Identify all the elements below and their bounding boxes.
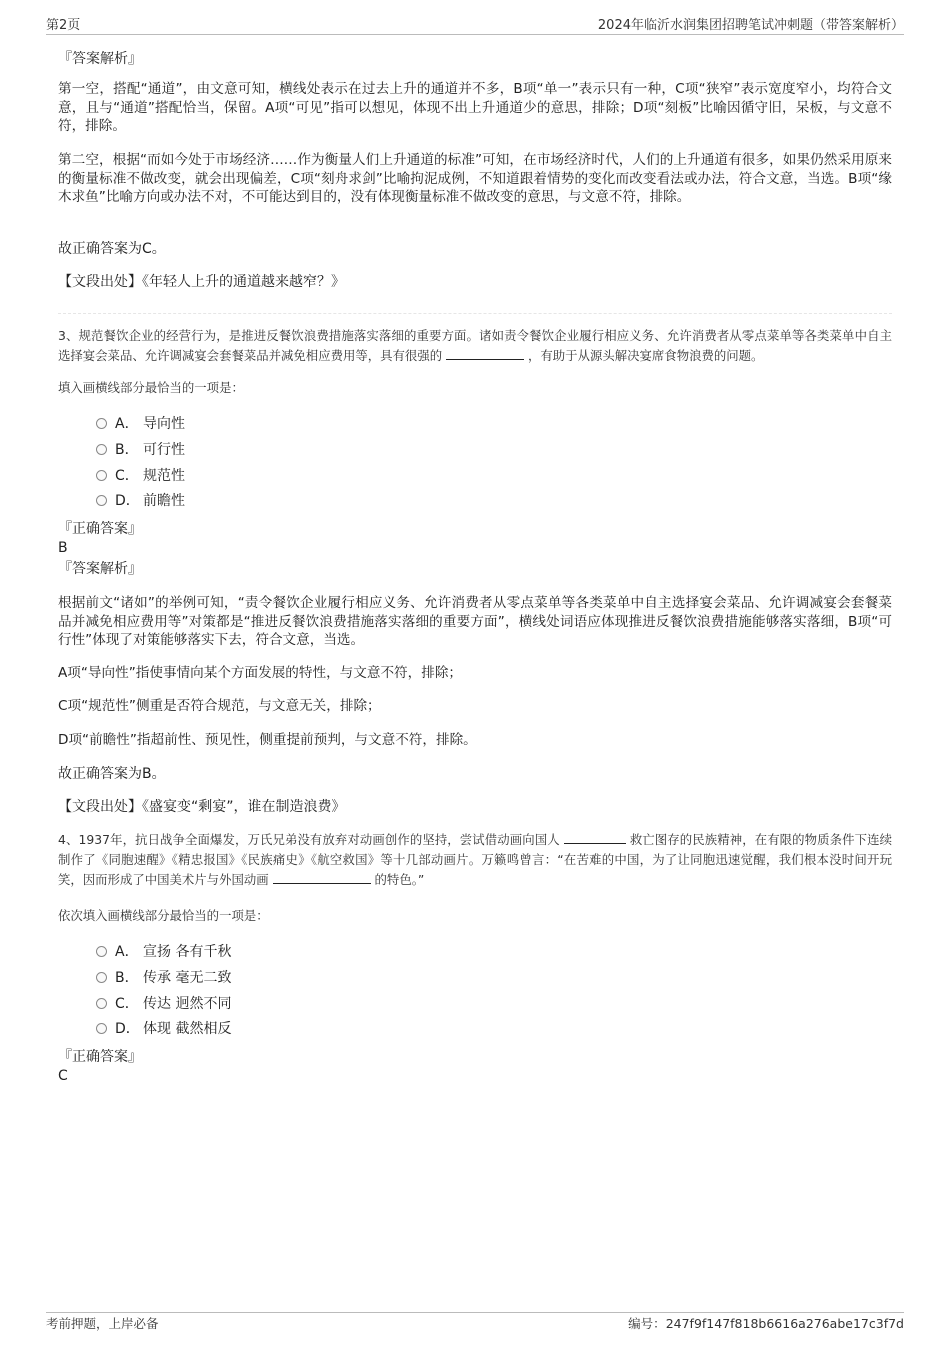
q3-stem xyxy=(58,326,892,366)
option-text: 传达 迥然不同 xyxy=(143,996,232,1012)
q4-answer: C xyxy=(58,1068,68,1084)
radio-icon[interactable] xyxy=(96,946,107,957)
q3-source: 【文段出处】《盛宴变“剩宴”，谁在制造浪费》 xyxy=(58,799,346,815)
q4-option-a[interactable] xyxy=(96,943,231,961)
q4-option-c[interactable] xyxy=(96,995,231,1013)
option-key: C． xyxy=(115,468,139,484)
q3-analysis-para2: A项“导向性”指使事情向某个方面发展的特性，与文意不符，排除； xyxy=(58,665,463,681)
option-key: A． xyxy=(115,416,139,432)
q2-conclusion: 故正确答案为C。 xyxy=(58,241,166,257)
radio-icon[interactable] xyxy=(96,972,107,983)
q4-stem-part1: 4、1937年，抗日战争全面爆发，万氏兄弟没有放弃对动画创作的坚持，尝试借动画向国人 xyxy=(58,832,560,847)
option-key: B． xyxy=(115,970,139,986)
q2-analysis-para2: 第二空，根据“而如今处于市场经济……作为衡量人们上升通道的标准”可知，在市场经济时代，人们的上升通道有很多，如果仍然采用原来的衡量标准不做改变，就会出现偏差，C项“刻舟求剑”比喻拘泥成例，不知道跟着情势的变化而改变看法或办法，符合文意，当选。B项“缘木求鱼”比喻方向或办法不对，不可能达到目的，没有体现衡量标准不做改变的意思，与文意不符，排除。 xyxy=(58,152,892,205)
footer-divider xyxy=(46,1312,904,1313)
q3-conclusion: 故正确答案为B。 xyxy=(58,766,166,782)
option-text: 前瞻性 xyxy=(143,493,185,509)
question-divider xyxy=(58,313,892,314)
code-label: 编号： xyxy=(628,1316,666,1331)
q2-analysis-label: 『答案解析』 xyxy=(58,51,142,67)
q4-blank-1 xyxy=(564,831,626,844)
radio-icon[interactable] xyxy=(96,470,107,481)
q3-analysis-para4: D项“前瞻性”指超前性、预见性，侧重提前预判，与文意不符，排除。 xyxy=(58,732,477,748)
q3-stem-part1: 3、规范餐饮企业的经营行为，是推进反餐饮浪费措施落实落细的重要方面。诸如责令餐饮企业履行相应义务、允许消费者从零点菜单等各类菜单中自主选择宴会菜品、允许调减宴会套餐菜品并减免相应费用等，具有很强的 xyxy=(58,328,892,363)
option-text: 传承 毫无二致 xyxy=(143,970,232,986)
radio-icon[interactable] xyxy=(96,998,107,1009)
q2-source: 【文段出处】《年轻人上升的通道越来越窄？》 xyxy=(58,274,345,290)
q3-stem-part2: ，有助于从源头解决宴席食物浪费的问题。 xyxy=(528,348,764,363)
q3-instruction: 填入画横线部分最恰当的一项是： xyxy=(58,380,244,395)
document-code xyxy=(628,1314,904,1332)
radio-icon[interactable] xyxy=(96,418,107,429)
option-key: A． xyxy=(115,944,139,960)
q3-option-c[interactable] xyxy=(96,467,185,485)
q3-answer: B xyxy=(58,540,68,556)
q3-analysis-para1: 根据前文“诸如”的举例可知，“责令餐饮企业履行相应义务、允许消费者从零点菜单等各类菜单中自主选择宴会菜品、允许调减宴会套餐菜品并减免相应费用等”对策都是“推进反餐饮浪费措施落实落细的重要方面”，横线处词语应体现推进反餐饮浪费措施能够落实落细，B项“可行性”体现了对策能够落实下去，符合文意，当选。 xyxy=(58,595,892,648)
q3-option-d[interactable] xyxy=(96,492,185,510)
option-key: D． xyxy=(115,1021,140,1037)
option-text: 宣扬 各有千秋 xyxy=(143,944,232,960)
q3-answer-label: 『正确答案』 xyxy=(58,521,142,537)
q4-option-d[interactable] xyxy=(96,1020,231,1038)
q3-analysis-para3: C项“规范性”侧重是否符合规范，与文意无关，排除； xyxy=(58,698,381,714)
page-number: 第2页 xyxy=(46,18,81,33)
option-key: C． xyxy=(115,996,139,1012)
q4-answer-label: 『正确答案』 xyxy=(58,1049,142,1065)
header-divider xyxy=(46,34,904,35)
q4-option-b[interactable] xyxy=(96,969,231,987)
option-text: 规范性 xyxy=(143,468,185,484)
q4-stem-part3: 的特色。” xyxy=(374,872,425,887)
document-title: 2024年临沂水润集团招聘笔试冲刺题（带答案解析） xyxy=(597,18,904,33)
q3-option-a[interactable] xyxy=(96,415,185,433)
q4-instruction: 依次填入画横线部分最恰当的一项是： xyxy=(58,908,269,923)
q3-analysis-label: 『答案解析』 xyxy=(58,561,142,577)
q4-blank-2 xyxy=(273,871,371,884)
radio-icon[interactable] xyxy=(96,1023,107,1034)
q2-analysis-para1: 第一空，搭配“通道”，由文意可知，横线处表示在过去上升的通道并不多，B项“单一”表示只有一种，C项“狭窄”表示宽度窄小，均符合文意，且与“通道”搭配恰当，保留。A项“可见”指可以想见，体现不出上升通道少的意思，排除；D项“刻板”比喻因循守旧，呆板，与文意不符，排除。 xyxy=(58,81,892,134)
footer-slogan: 考前押题，上岸必备 xyxy=(46,1316,159,1331)
option-text: 可行性 xyxy=(143,442,185,458)
radio-icon[interactable] xyxy=(96,495,107,506)
q3-blank xyxy=(446,347,524,360)
q4-stem-part2: 救亡图存的民族精神，在有限的物质条件下连续制作了《同胞速醒》《精忠报国》《民族痛史》《航空救国》等十几部动画片。万籁鸣曾言：“在苦难的中国，为了让同胞迅速觉醒，我们根本没时间开玩笑，因而形成了中国美术片与外国动画 xyxy=(58,832,892,887)
option-key: D． xyxy=(115,493,140,509)
option-key: B． xyxy=(115,442,139,458)
q4-stem xyxy=(58,830,892,890)
option-text: 导向性 xyxy=(143,416,185,432)
radio-icon[interactable] xyxy=(96,444,107,455)
page-header xyxy=(46,14,904,34)
q3-option-b[interactable] xyxy=(96,441,185,459)
code-value: 247f9f147f818b6616a276abe17c3f7d xyxy=(665,1316,904,1331)
option-text: 体现 截然相反 xyxy=(143,1021,232,1037)
